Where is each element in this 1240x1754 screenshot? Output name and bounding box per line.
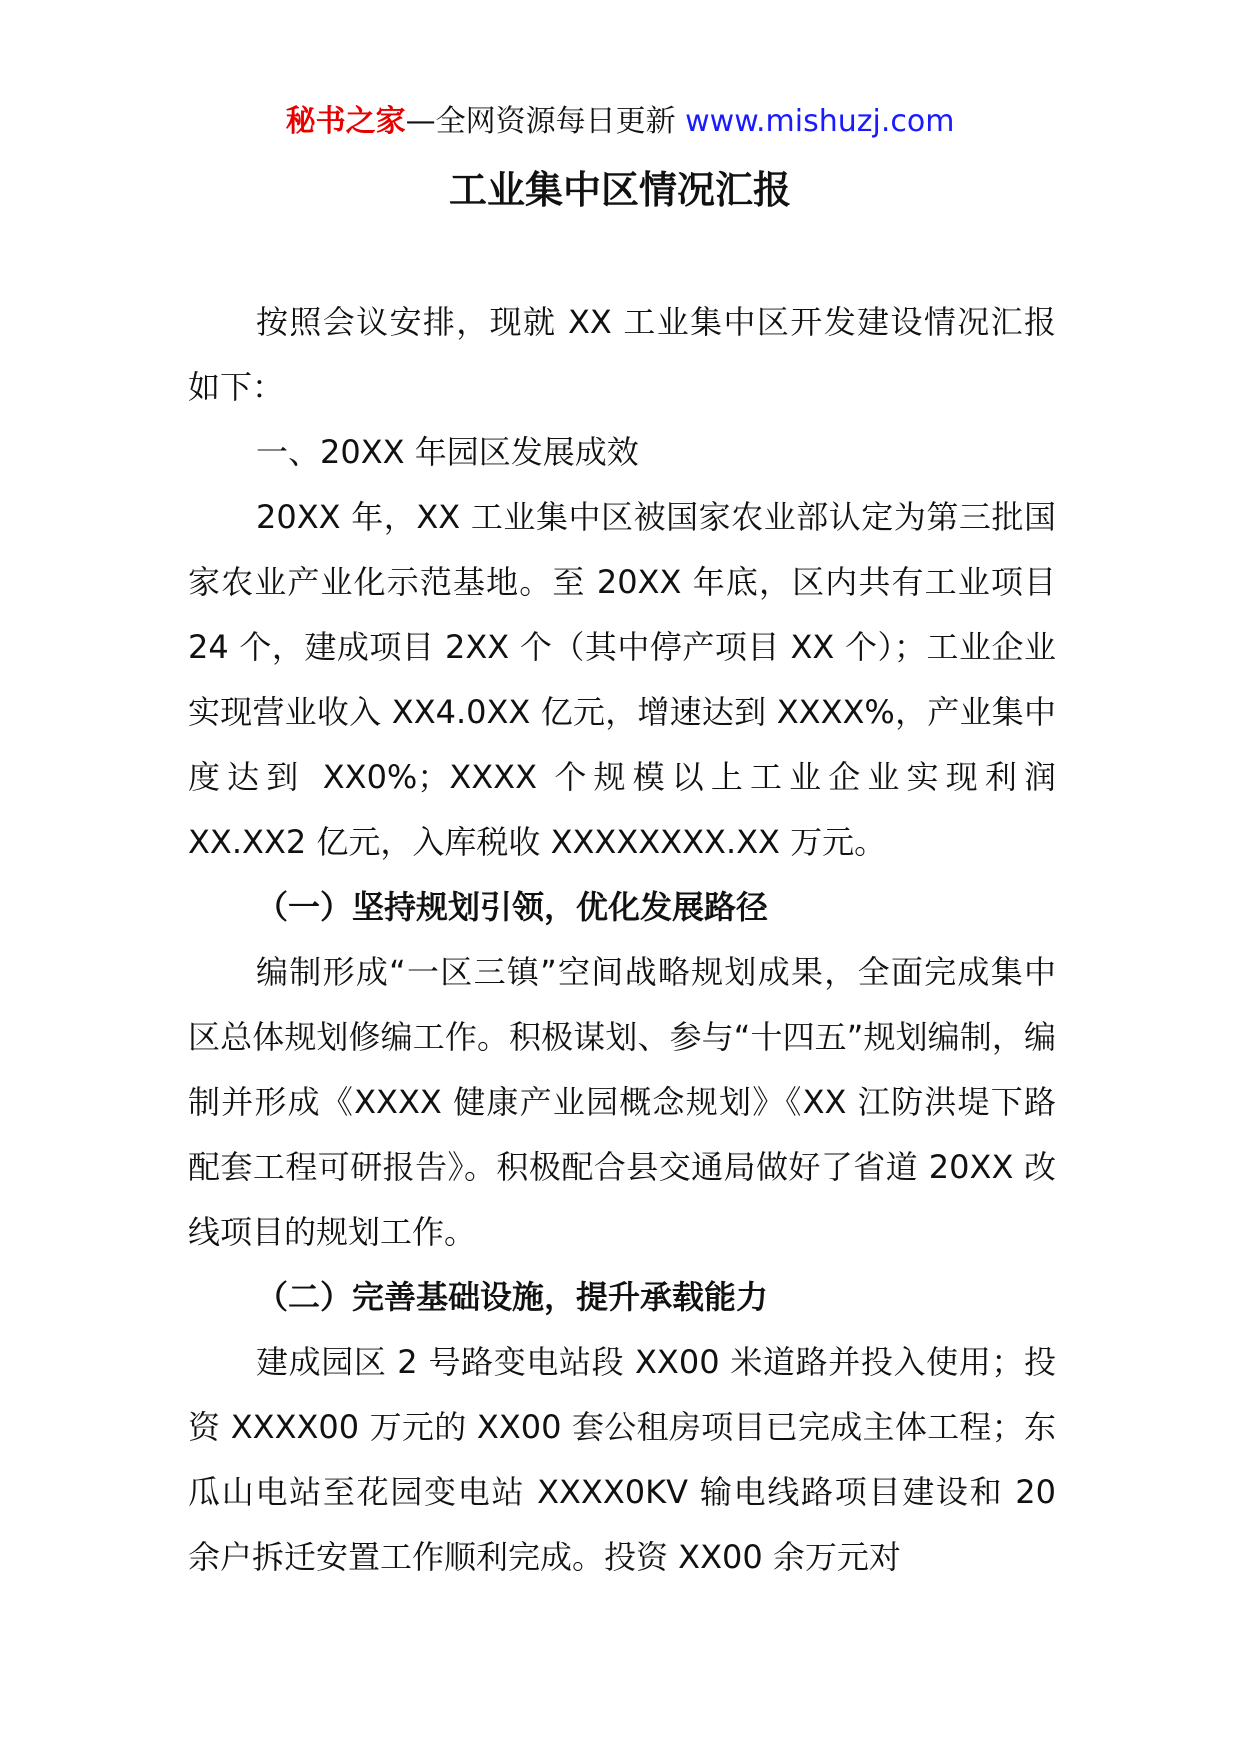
section-1-paragraph: 20XX 年，XX 工业集中区被国家农业部认定为第三批国家农业产业化示范基地。至 20XX 年底，区内共有工业项目 24 个，建成项目 2XX 个（其中停产项目 XX 个）；工业企业实现营业收入 XX4.0XX 亿元，增速达到 XXXX%，产业集中度达到 XX0%；XXXX 个规模以上工业企业实现利润 XX.XX2 亿元，入库税收 XXXXXXXX.XX 万元。 xyxy=(188,498,1056,861)
subsection-1-paragraph: 编制形成“一区三镇”空间战略规划成果，全面完成集中区总体规划修编工作。积极谋划、参与“十四五”规划编制，编制并形成《XXXX 健康产业园概念规划》《XX 江防洪堤下路配套工程可研报告》。积极配合县交通局做好了省道 20XX 改线项目的规划工作。 xyxy=(188,953,1056,1251)
brand-name: 秘书之家 xyxy=(285,104,406,139)
subsection-2-paragraph: 建成园区 2 号路变电站段 XX00 米道路并投入使用；投资 XXXX00 万元的 XX00 套公租房项目已完成主体工程；东瓜山电站至花园变电站 XXXX0KV 输电线路项目建设和 20 余户拆迁安置工作顺利完成。投资 XX00 余万元对 xyxy=(188,1343,1056,1576)
subsection-2-heading: （二）完善基础设施，提升承载能力 xyxy=(256,1278,769,1316)
site-url-link[interactable]: www.mishuzj.com xyxy=(685,104,955,139)
subsection-1-heading: （一）坚持规划引领，优化发展路径 xyxy=(256,888,769,926)
intro-paragraph: 按照会议安排，现就 XX 工业集中区开发建设情况汇报如下： xyxy=(188,303,1056,406)
header-tagline: —全网资源每日更新 xyxy=(405,104,676,139)
site-header xyxy=(0,100,1240,144)
section-1-heading: 一、20XX 年园区发展成效 xyxy=(256,433,639,471)
document-body xyxy=(188,290,1056,1590)
document-title: 工业集中区情况汇报 xyxy=(448,168,791,212)
